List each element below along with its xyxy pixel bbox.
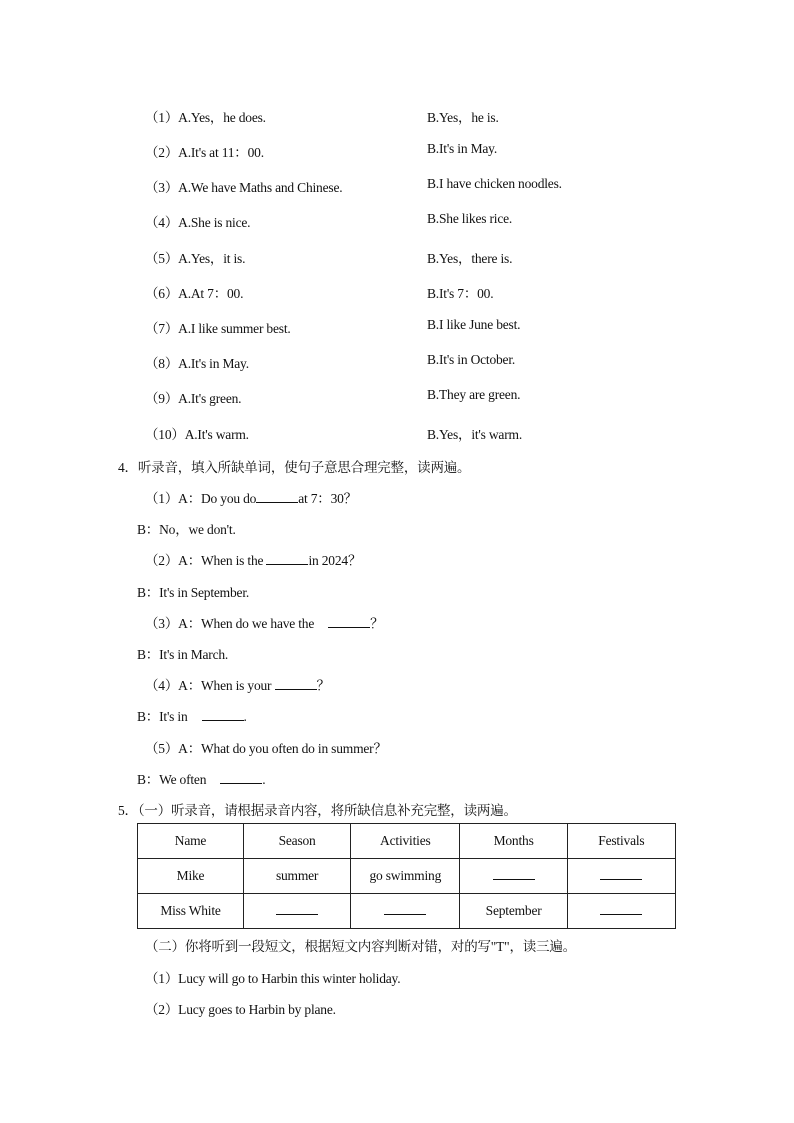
- q4-dialog3-a: [145, 612, 383, 632]
- q3-option-1b: B.Yes，he is.: [427, 110, 499, 125]
- header-months: Months: [460, 824, 567, 859]
- cell-festivals-blank[interactable]: [567, 859, 675, 894]
- cell-months: September: [460, 894, 567, 929]
- header-name: Name: [138, 824, 244, 859]
- q4-dialog2-b: B：It's in September.: [137, 585, 250, 600]
- answer-blank[interactable]: [256, 491, 298, 503]
- answer-blank[interactable]: [328, 616, 370, 628]
- info-table: [137, 823, 676, 929]
- cell-name: Miss White: [138, 894, 244, 929]
- q3-option-9b: B.They are green.: [427, 387, 521, 402]
- table-row: [138, 894, 676, 929]
- answer-blank[interactable]: [384, 903, 426, 915]
- answer-blank[interactable]: [202, 709, 244, 721]
- q4-d4a-post: ？: [316, 678, 330, 693]
- q3-option-8b: B.It's in October.: [427, 352, 516, 367]
- q3-option-10a: （10）A.It's warm.: [145, 427, 249, 442]
- cell-activities-blank[interactable]: [351, 894, 460, 929]
- q4-heading: 4．听录音，填入所缺单词，使句子意思合理完整，读两遍。: [118, 460, 471, 475]
- q3-option-9a: （9）A.It's green.: [145, 391, 242, 406]
- q3-option-6a: （6）A.At 7：00.: [145, 286, 244, 301]
- cell-months-blank[interactable]: [460, 859, 567, 894]
- q4-d3a-post: ？: [370, 616, 384, 631]
- q3-option-5b: B.Yes，there is.: [427, 251, 513, 266]
- q4-d5b-pre: B：We often: [137, 772, 207, 787]
- q4-d5b-post: .: [262, 772, 266, 787]
- q5-part2-heading: （二）你将听到一段短文，根据短文内容判断对错，对的写"T"，读三遍。: [145, 939, 576, 954]
- q4-dialog1-b: B：No，we don't.: [137, 522, 236, 537]
- q4-d1a-post: at 7：30？: [298, 491, 357, 506]
- q4-dialog5-a: （5）A：What do you often do in summer？: [145, 741, 387, 756]
- q3-option-2b: B.It's in May.: [427, 141, 498, 156]
- table-header-row: [138, 824, 676, 859]
- q4-d2a-pre: （2）A：When is the: [145, 553, 267, 568]
- answer-blank[interactable]: [493, 868, 535, 880]
- q3-option-3b: B.I have chicken noodles.: [427, 176, 562, 191]
- q4-dialog4-b: [137, 705, 247, 725]
- q3-option-4a: （4）A.She is nice.: [145, 215, 251, 230]
- q5-heading: 5．（一）听录音，请根据录音内容，将所缺信息补充完整，读两遍。: [118, 803, 517, 818]
- q5-statement-1: （1）Lucy will go to Harbin this winter holiday.: [145, 971, 401, 986]
- header-season: Season: [244, 824, 351, 859]
- answer-blank[interactable]: [600, 903, 642, 915]
- q3-option-10b: B.Yes，it's warm.: [427, 427, 522, 442]
- cell-season: summer: [244, 859, 351, 894]
- q3-option-7a: （7）A.I like summer best.: [145, 321, 291, 336]
- q3-option-5a: （5）A.Yes，it is.: [145, 251, 246, 266]
- q4-d2a-post: in 2024？: [308, 553, 362, 568]
- q4-d4b-post: .: [243, 709, 247, 724]
- q3-option-6b: B.It's 7：00.: [427, 286, 494, 301]
- q4-d4b-pre: B：It's in: [137, 709, 188, 724]
- header-activities: Activities: [351, 824, 460, 859]
- q4-dialog2-a: [145, 549, 361, 569]
- q4-dialog1-a: [145, 487, 357, 507]
- q3-option-3a: （3）A.We have Maths and Chinese.: [145, 180, 343, 195]
- q3-option-8a: （8）A.It's in May.: [145, 356, 249, 371]
- q4-dialog5-b: [137, 768, 265, 788]
- q4-dialog4-a: [145, 674, 330, 694]
- answer-blank[interactable]: [275, 678, 317, 690]
- header-festivals: Festivals: [567, 824, 675, 859]
- q3-option-7b: B.I like June best.: [427, 317, 521, 332]
- q4-d4a-pre: （4）A：When is your: [145, 678, 275, 693]
- q3-option-2a: （2）A.It's at 11：00.: [145, 145, 264, 160]
- answer-blank[interactable]: [276, 903, 318, 915]
- q4-dialog3-b: B：It's in March.: [137, 647, 229, 662]
- cell-season-blank[interactable]: [244, 894, 351, 929]
- answer-blank[interactable]: [600, 868, 642, 880]
- q5-statement-2: （2）Lucy goes to Harbin by plane.: [145, 1002, 336, 1017]
- answer-blank[interactable]: [266, 553, 308, 565]
- answer-blank[interactable]: [220, 772, 262, 784]
- q4-d1a-pre: （1）A：Do you do: [145, 491, 257, 506]
- cell-festivals-blank[interactable]: [567, 894, 675, 929]
- q3-option-1a: （1）A.Yes，he does.: [145, 110, 266, 125]
- q3-option-4b: B.She likes rice.: [427, 211, 513, 226]
- cell-activities: go swimming: [351, 859, 460, 894]
- q4-d3a-pre: （3）A：When do we have the: [145, 616, 315, 631]
- cell-name: Mike: [138, 859, 244, 894]
- table-row: [138, 859, 676, 894]
